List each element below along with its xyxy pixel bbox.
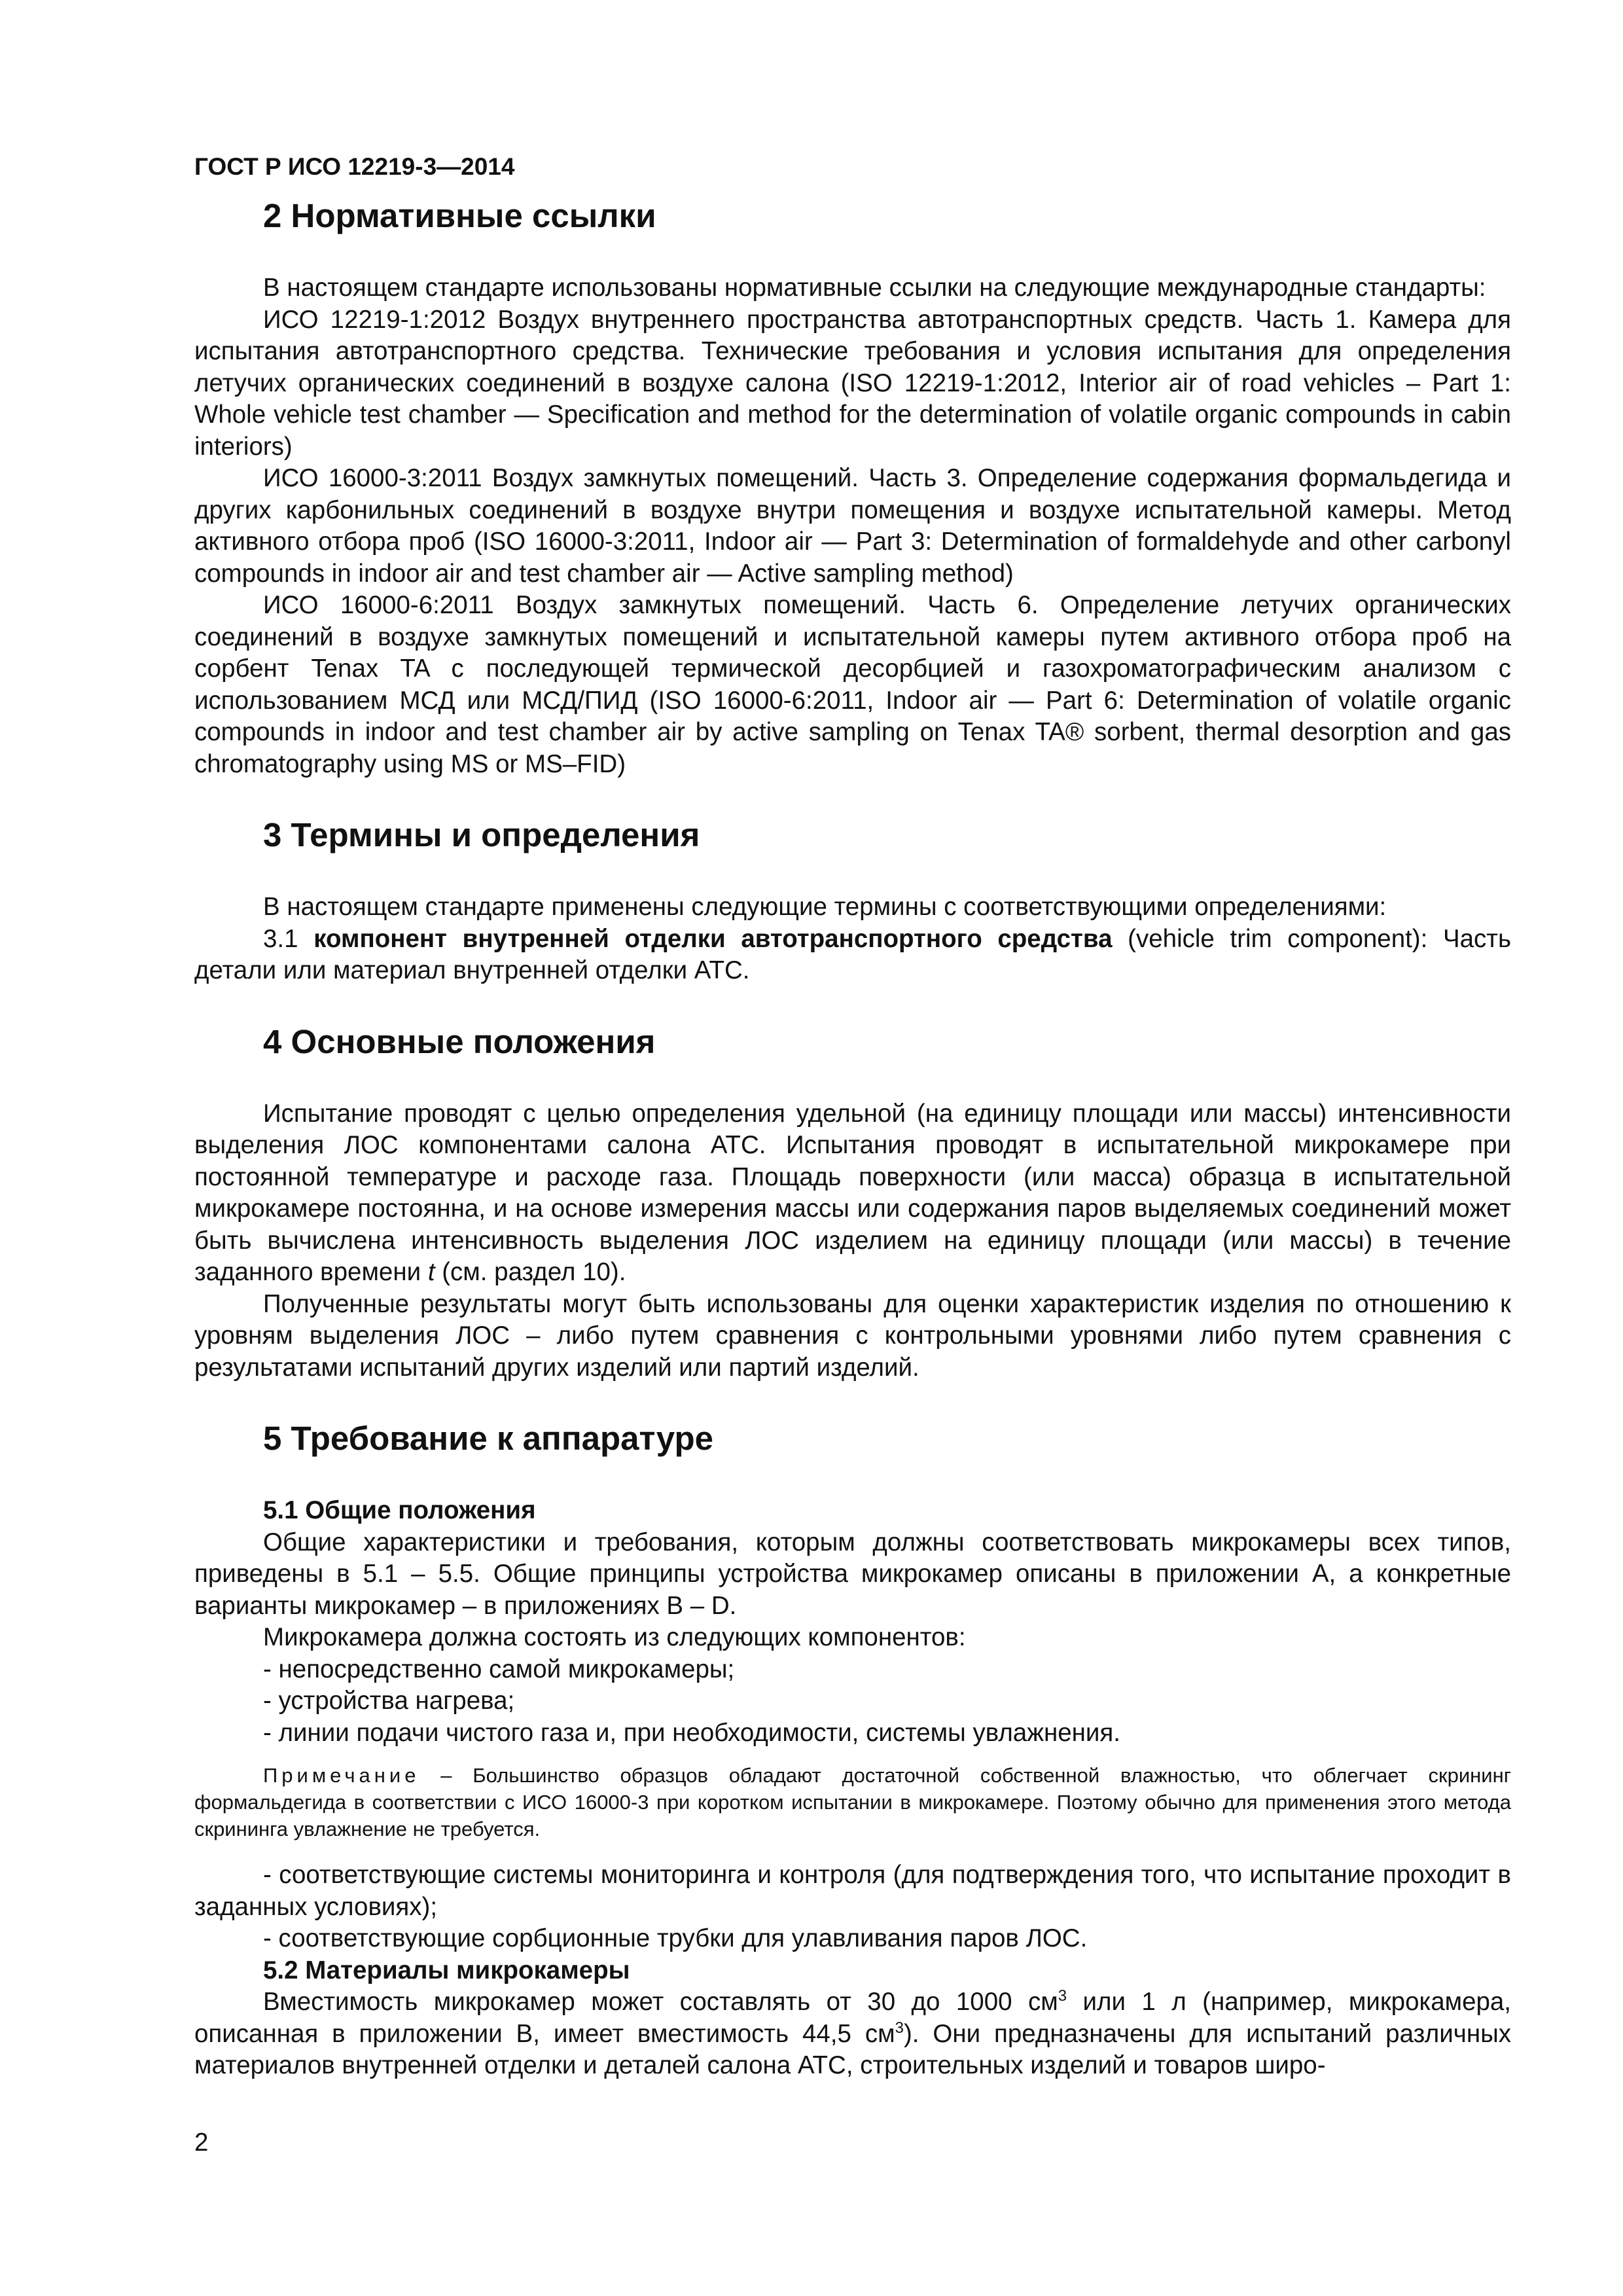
term-number: 3.1: [263, 924, 298, 953]
component-list-item: - соответствующие сорбционные трубки для улавливания паров ЛОС.: [263, 1924, 1088, 1952]
reference-iso-16000-6: ИСО 16000-6:2011 Воздух замкнутых помещений. Часть 6. Определение летучих органических соединений в воздухе замкнутых помещений и испытательной камеры путем активного отбора проб на сорбент Tenax TA с последующей термической десорбцией и газохроматографическим анализом с использованием МСД или МСД/ПИД (ISO 16000-6:2011, Indoor air — Part 6: Determination of volatile organic compounds in indoor and test chamber air by active sampling on Tenax TA® sorbent, thermal desorption and gas chromatography using MS or MS–FID): [194, 591, 1511, 778]
term-definition: (vehicle trim component): Часть детали или материал внутренней отделки АТС.: [194, 924, 1511, 984]
section-2-heading: 2 Нормативные ссылки: [263, 197, 656, 234]
subsection-5-1-heading: 5.1 Общие положения: [263, 1496, 536, 1524]
subsection-5-2-paragraph: Вместимость микрокамер может составлять от 30 до 1000 $см^3$ или 1 л (например, микрокамера, описанная в приложении B, имеет вместимость 44,5 $см^3$). Они предназначены для испытаний различных материалов внутренней отделки и деталей салона АТС, строительных изделий и товаров широ-: [194, 1987, 1512, 2079]
component-list-item: - непосредственно самой микрокамеры;: [263, 1655, 735, 1683]
section-4-heading: 4 Основные положения: [263, 1022, 656, 1060]
component-list-item: - устройства нагрева;: [263, 1687, 515, 1715]
reference-iso-16000-3: ИСО 16000-3:2011 Воздух замкнутых помещений. Часть 3. Определение содержания формальдегида и других карбонильных соединений в воздухе внутри помещения и воздухе испытательной камеры. Метод активного отбора проб (ISO 16000-3:2011, Indoor air — Part 3: Determination of formaldehyde and other carbonyl compounds in indoor air and test chamber air — Active sampling method): [194, 464, 1511, 588]
term-name: компонент внутренней отделки автотранспортного средства: [313, 924, 1113, 953]
term-3-1: [194, 924, 1511, 987]
subsection-5-1-paragraph-1: Общие характеристики и требования, которым должны соответствовать микрокамеры всех типов, приведены в 5.1 – 5.5. Общие принципы устройства микрокамер описаны в приложении А, а конкретные варианты микрокамер – в приложениях B – D.: [194, 1528, 1511, 1620]
note-label: Примечание: [263, 1764, 420, 1787]
section-4-paragraph-2: Полученные результаты могут быть использованы для оценки характеристик изделия по отношению к уровням выделения ЛОС – либо путем сравнения с контрольными уровнями либо путем сравнения с результатами испытаний других изделий или партий изделий.: [194, 1289, 1511, 1382]
page-content: [194, 196, 1511, 2082]
subsection-5-2-heading: 5.2 Материалы микрокамеры: [263, 1956, 630, 1984]
note-text: – Большинство образцов обладают достаточной собственной влажностью, что облегчает скрининг формальдегида в соответствии с ИСО 16000-3 при коротком испытании в микрокамере. Поэтому обычно для применения этого метода скрининга увлажнение не требуется.: [194, 1764, 1511, 1840]
time-variable: t: [427, 1258, 435, 1286]
section-3-intro: В настоящем стандарте применены следующие термины с соответствующими определениями:: [263, 893, 1387, 921]
component-list-item: - линии подачи чистого газа и, при необходимости, системы увлажнения.: [263, 1718, 1120, 1747]
section-2-intro: В настоящем стандарте использованы нормативные ссылки на следующие международные стандарты:: [263, 274, 1486, 302]
reference-iso-12219-1: ИСО 12219-1:2012 Воздух внутреннего пространства автотранспортных средств. Часть 1. Камера для испытания автотранспортного средства. Технические требования и условия испытания для определения летучих органических соединений в воздухе салона (ISO 12219-1:2012, Interior air of road vehicles – Part 1: Whole vehicle test chamber — Specification and method for the determination of volatile organic compounds in cabin interiors): [194, 305, 1511, 461]
component-list-item: - соответствующие системы мониторинга и контроля (для подтверждения того, что испытание проходит в заданных условиях);: [194, 1861, 1511, 1921]
section-5-heading: 5 Требование к аппаратуре: [263, 1420, 713, 1457]
page-number: 2: [194, 2128, 209, 2157]
section-4-paragraph-1: Испытание проводят с целью определения удельной (на единицу площади или массы) интенсивности выделения ЛОС компонентами салона АТС. Испытания проводят в испытательной микрокамере при постоянной температуре и расходе газа. Площадь поверхности (или масса) образца в испытательной микрокамере постоянна, и на основе измерения массы или содержания паров выделяемых соединений может быть вычислена интенсивность выделения ЛОС изделием на единицу площади (или массы) в течение заданного времени t (см. раздел 10).: [194, 1099, 1511, 1286]
section-3-heading: 3 Термины и определения: [263, 816, 700, 853]
running-header: ГОСТ Р ИСО 12219-3—2014: [194, 153, 515, 180]
note: [194, 1762, 1511, 1842]
subsection-5-1-paragraph-2: Микрокамера должна состоять из следующих компонентов:: [263, 1623, 966, 1651]
